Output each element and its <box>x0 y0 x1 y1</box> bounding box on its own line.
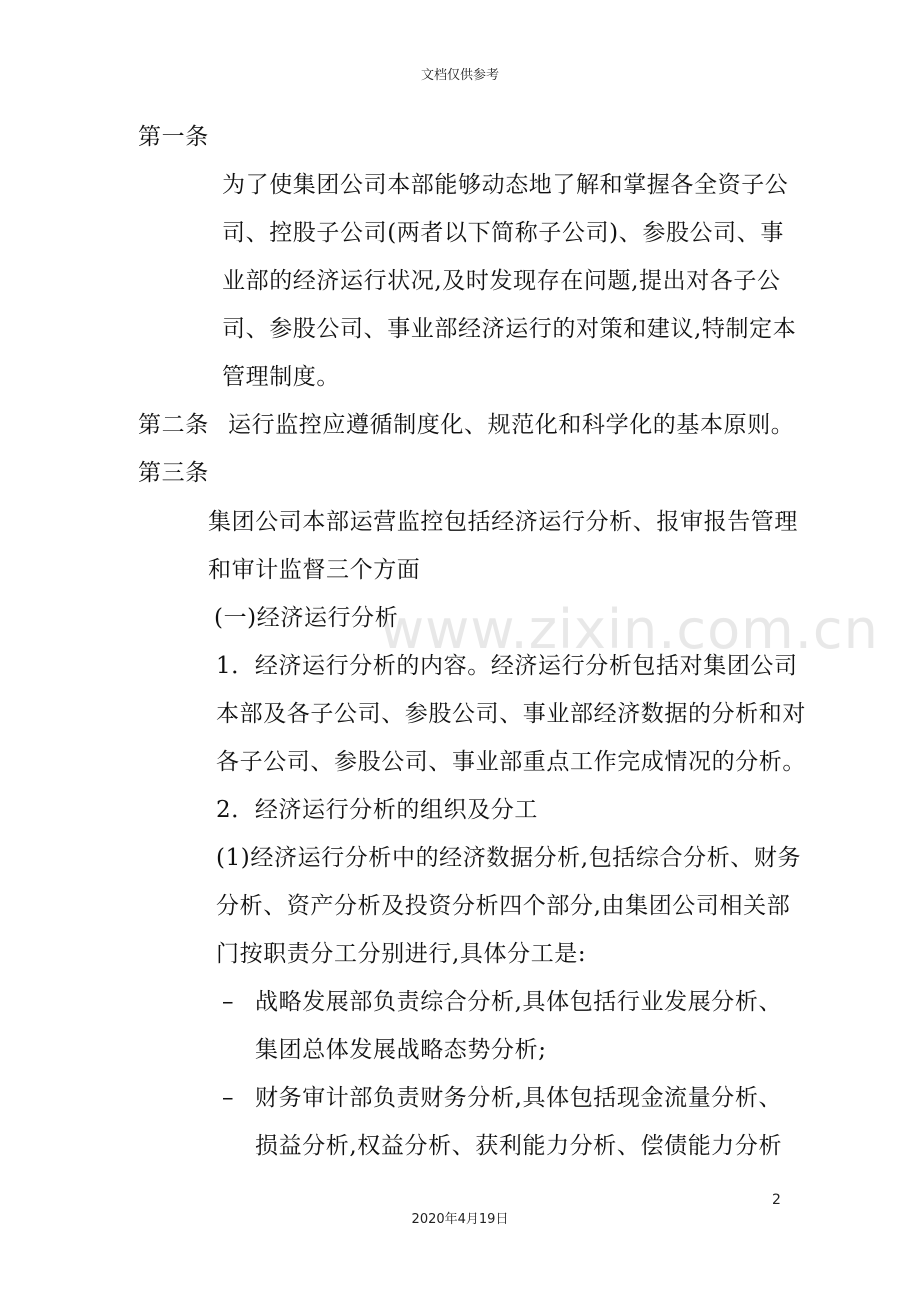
item-1-line-3: 各子公司、参股公司、事业部重点工作完成情况的分析。 <box>216 749 806 775</box>
bullet-1-marker: – <box>222 989 235 1015</box>
article-1-line-5: 管理制度。 <box>222 364 340 390</box>
article-2-text: 运行监控应遵循制度化、规范化和科学化的基本原则。 <box>228 412 795 438</box>
page-number: 2 <box>772 1192 781 1208</box>
article-3-line-2: 和审计监督三个方面 <box>208 557 421 583</box>
page-header: 文档仅供参考 <box>420 68 499 83</box>
sub-1-line-1: (1)经济运行分析中的经济数据分析,包括综合分析、财务 <box>216 845 802 871</box>
item-1-line-2: 本部及各子公司、参股公司、事业部经济数据的分析和对 <box>216 701 806 727</box>
page-footer-date: 2020年4月19日 <box>411 1212 509 1227</box>
article-1-line-1: 为了使集团公司本部能够动态地了解和掌握各全资子公 <box>222 172 789 198</box>
article-3-line-1: 集团公司本部运营监控包括经济运行分析、报审报告管理 <box>208 509 798 535</box>
sub-1-line-3: 门按职责分工分别进行,具体分工是: <box>216 941 587 967</box>
bullet-2-line-1: 财务审计部负责财务分析,具体包括现金流量分析、 <box>255 1085 783 1111</box>
article-1-line-3: 业部的经济运行状况,及时发现存在问题,提出对各子公 <box>222 268 781 294</box>
article-3-heading: 第三条 <box>138 460 209 486</box>
bullet-1-line-2: 集团总体发展战略态势分析; <box>255 1037 547 1063</box>
article-1-line-2: 司、控股子公司(两者以下简称子公司)、参股公司、事 <box>222 220 784 246</box>
item-2-title: 2．经济运行分析的组织及分工 <box>216 797 539 823</box>
article-1-heading: 第一条 <box>138 124 209 150</box>
article-1-line-4: 司、参股公司、事业部经济运行的对策和建议,特制定本 <box>222 316 797 342</box>
article-2-heading: 第二条 <box>138 412 209 438</box>
sub-1-line-2: 分析、资产分析及投资分析四个部分,由集团公司相关部 <box>216 893 791 919</box>
item-1-line-1: 1．经济运行分析的内容。经济运行分析包括对集团公司 <box>216 653 798 679</box>
bullet-2-line-2: 损益分析,权益分析、获利能力分析、偿债能力分析 <box>255 1133 783 1159</box>
bullet-1-line-1: 战略发展部负责综合分析,具体包括行业发展分析、 <box>255 989 783 1015</box>
bullet-2-marker: – <box>222 1085 235 1111</box>
watermark: www.zixin.com.cn <box>380 598 879 661</box>
section-1-title: (一)经济运行分析 <box>214 605 399 631</box>
